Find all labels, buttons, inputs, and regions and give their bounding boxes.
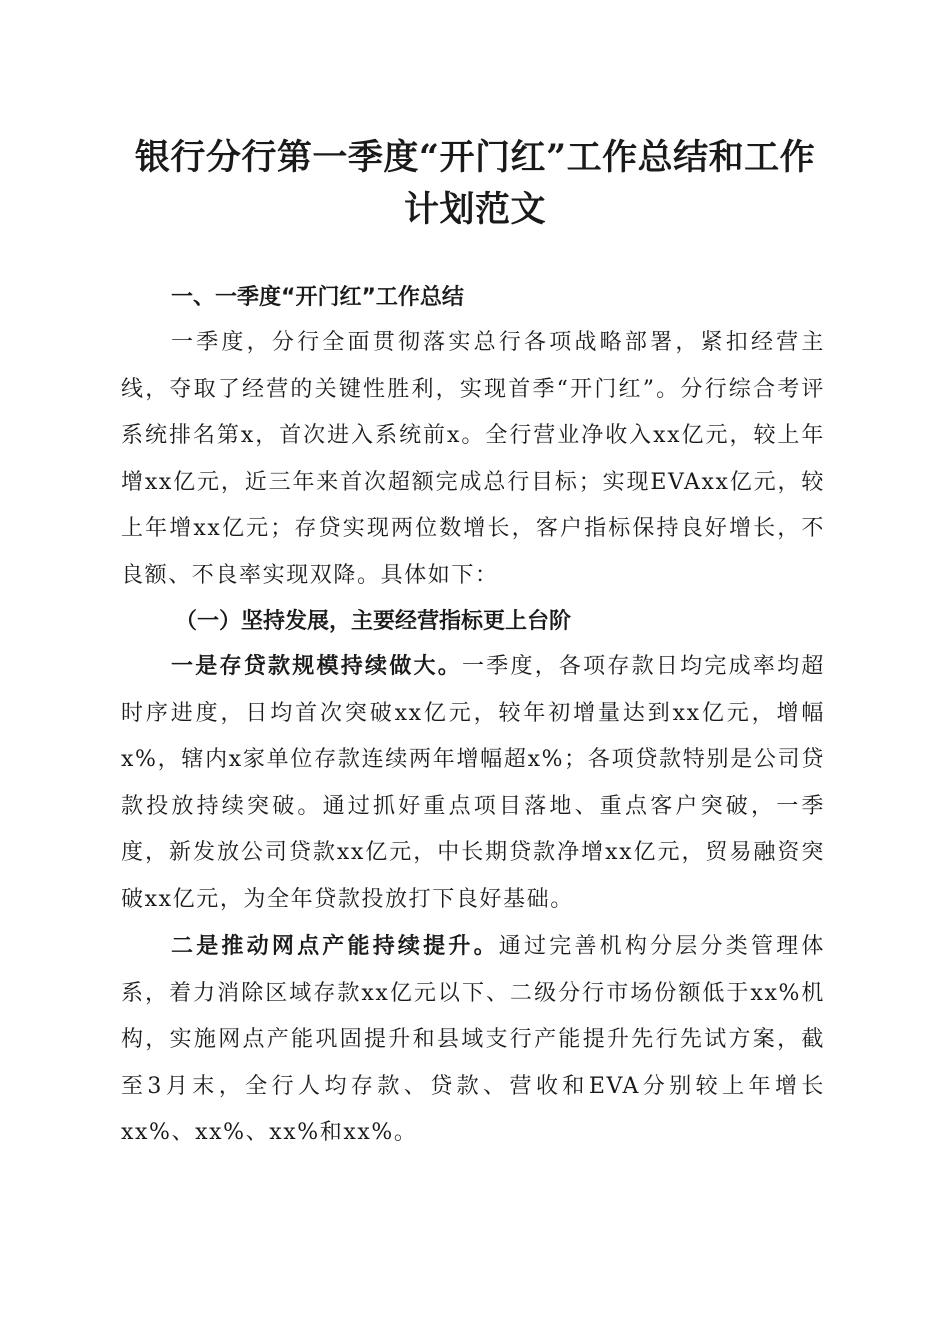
document-title-line-2: 计划范文 — [403, 189, 546, 230]
subsection-heading-development: （一）坚持发展，主要经营指标更上台阶 — [175, 608, 572, 634]
paragraph-lead-deposits-loans: 一是存贷款规模持续做大。 — [171, 653, 462, 679]
document-body — [121, 276, 825, 1157]
document-title — [110, 132, 840, 236]
paragraph-overview: 一季度，分行全面贯彻落实总行各项战略部署，紧扣经营主线，夺取了经营的关键性胜利，实现首季“开门红”。分行综合考评系统排名第x，首次进入系统前x。全行营业净收入xx亿元，较上年增xx亿元，近三年来首次超额完成总行目标；实现EVAxx亿元，较上年增xx亿元；存贷实现两位数增长，客户指标保持良好增长，不良额、不良率实现双降。具体如下： — [121, 330, 825, 588]
paragraph-body-deposits-loans: 一季度，各项存款日均完成率均超时序进度，日均首次突破xx亿元，较年初增量达到xx亿元，增幅x%，辖内x家单位存款连续两年增幅超x%；各项贷款特别是公司贷款投放持续突破。通过抓好重点项目落地、重点客户突破，一季度，新发放公司贷款xx亿元，中长期贷款净增xx亿元，贸易融资突破xx亿元，为全年贷款投放打下良好基础。 — [121, 654, 825, 912]
section-heading-summary: 一、一季度“开门红”工作总结 — [171, 285, 464, 310]
paragraph-deposits-loans — [121, 643, 825, 923]
paragraph-lead-outlet-capacity: 二是推动网点产能持续提升。 — [171, 933, 499, 959]
document-title-line-1: 银行分行第一季度“开门红”工作总结和工作 — [134, 137, 816, 178]
paragraph-outlet-capacity — [121, 923, 825, 1157]
paragraph-body-outlet-capacity: 通过完善机构分层分类管理体系，着力消除区域存款xx亿元以下、二级分行市场份额低于xx%机构，实施网点产能巩固提升和县域支行产能提升先行先试方案，截至3月末，全行人均存款、贷款、营收和EVA分别较上年增长xx%、xx%、xx%和xx%。 — [121, 934, 825, 1145]
